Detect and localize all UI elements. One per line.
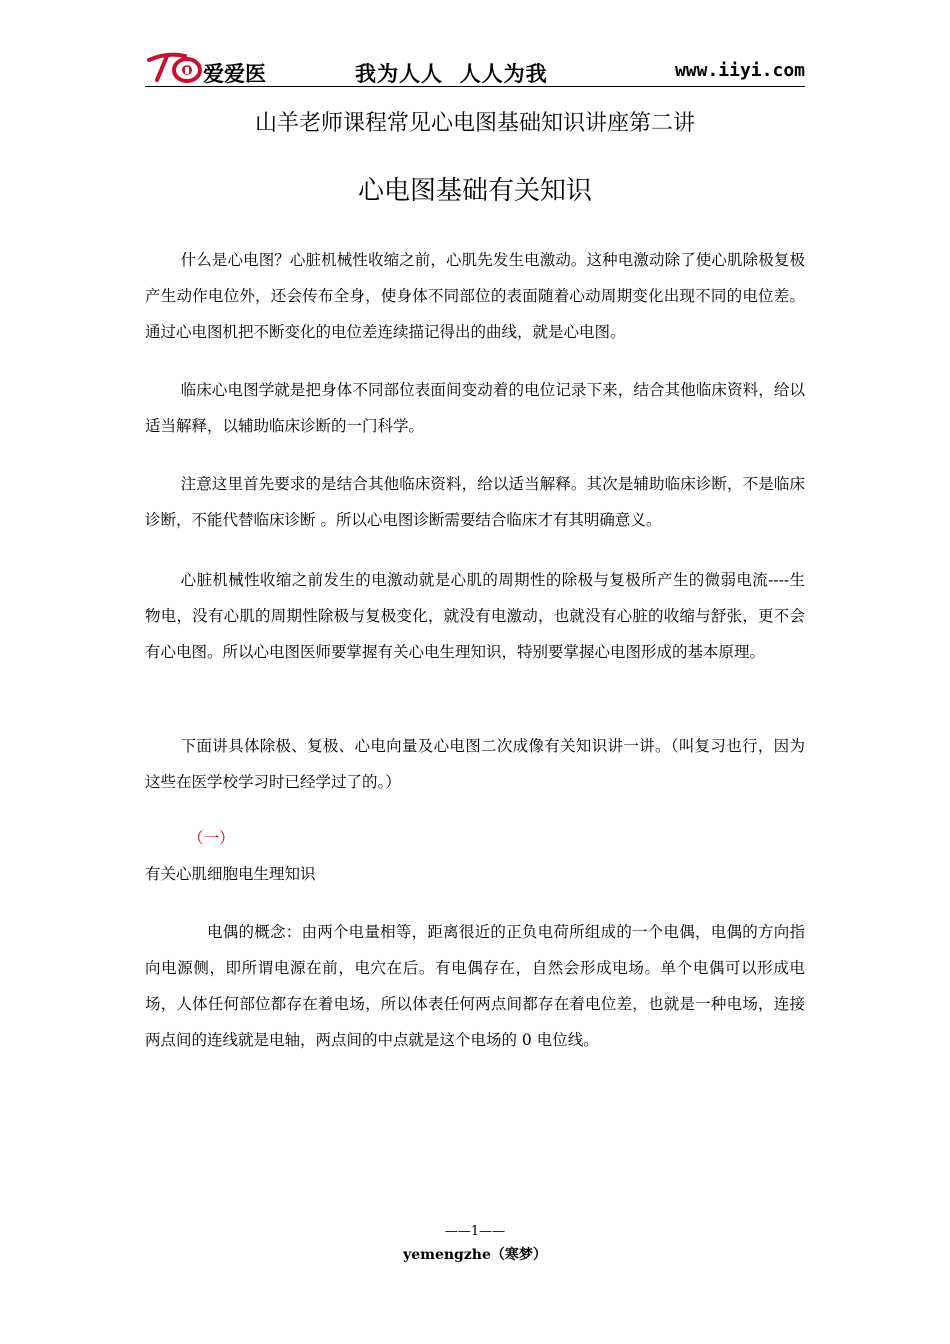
paragraph-note: 注意这里首先要求的是结合其他临床资料，给以适当解释。其次是辅助临床诊断，不是临床诊断，不能代替临床诊断 。所以心电图诊断需要结合临床才有其明确意义。 xyxy=(145,475,805,529)
lecture-subtitle: 心电图基础有关知识 xyxy=(357,176,592,206)
paragraph-what-is-ecg: 什么是心电图？心脏机械性收缩之前，心肌先发生电激动。这种电激动除了使心肌除极复极产生动作电位外，还会传布全身，使身体不同部位的表面随着心动周期变化出现不同的电位差。通过心电图机把不断变化的电位差连续描记得出的曲线，就是心电图。 xyxy=(145,251,805,341)
page-number: ——1—— xyxy=(444,1224,506,1239)
section-number: （一） xyxy=(188,829,235,847)
paragraph-bioelectricity: 心脏机械性收缩之前发生的电激动就是心肌的周期性的除极与复极所产生的微弱电流----生物电，没有心肌的周期性除极与复极变化，就没有电激动，也就没有心脏的收缩与舒张，更不会有心电图。所以心电图医师要掌握有关心电生理知识，特别要掌握心电图形成的基本原理。 xyxy=(145,571,805,661)
paragraph-clinical-ecg: 临床心电图学就是把身体不同部位表面间变动着的电位记录下来，结合其他临床资料，给以适当解释，以辅助临床诊断的一门科学。 xyxy=(145,381,805,435)
section-heading: 有关心肌细胞电生理知识 xyxy=(145,865,316,883)
header-slogan: 我为人人 人人为我 xyxy=(355,62,548,86)
lecture-title: 山羊老师课程常见心电图基础知识讲座第二讲 xyxy=(254,111,695,136)
logo-text: 爱爱医 xyxy=(203,62,266,86)
page-header xyxy=(145,50,805,87)
paragraph-review: 下面讲具体除极、复极、心电向量及心电图二次成像有关知识讲一讲。（叫复习也行，因为这些在医学校学习时已经学过了的。） xyxy=(145,737,805,791)
site-url-link[interactable]: www.iiyi.com xyxy=(674,60,805,81)
author-credit: yemengzhe（寒梦） xyxy=(403,1247,547,1263)
site-logo[interactable] xyxy=(145,50,285,86)
iiyi-logo-icon xyxy=(145,50,205,86)
paragraph-dipole: 电偶的概念：由两个电量相等，距离很近的正负电荷所组成的一个电偶，电偶的方向指向电源侧，即所谓电源在前，电穴在后。有电偶存在，自然会形成电场。单个电偶可以形成电场，人体任何部位都存在着电场，所以体表任何两点间都存在着电位差，也就是一种电场，连接两点间的连线就是电轴，两点间的中点就是这个电场的 0 电位线。 xyxy=(145,923,805,1049)
